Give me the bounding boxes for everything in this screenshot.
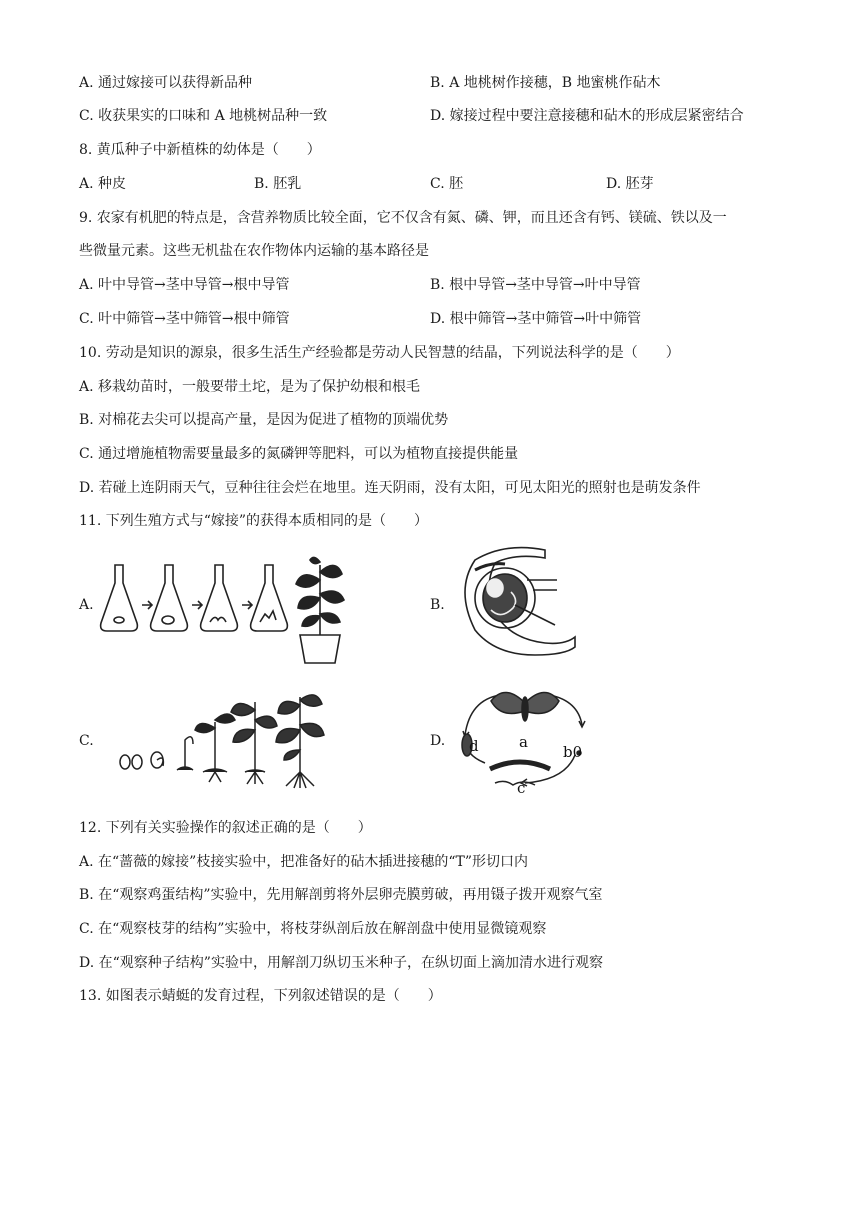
q9-stem-line1: 9. 农家有机肥的特点是，含营养物质比较全面，它不仅含有氮、磷、钾，而且还含有钙、镁硫、铁以及一 — [79, 210, 727, 226]
q10-option-a: A. 移栽幼苗时，一般要带土坨，是为了保护幼根和根毛 — [79, 379, 421, 395]
silkworm-metamorphosis-figure — [455, 683, 590, 797]
q9-option-c: C. 叶中筛管→茎中筛管→根中筛管 — [79, 311, 290, 327]
q12-option-d: D. 在“观察种子结构”实验中，用解剖刀纵切玉米种子，在纵切面上滴加清水进行观察 — [79, 955, 603, 971]
stage-label-a: a — [519, 733, 528, 751]
q8-option-c: C. 胚 — [430, 176, 464, 192]
q11-option-a-label: A. — [79, 597, 94, 613]
q7-option-c: C. 收获果实的口味和 A 地桃树品种一致 — [79, 108, 328, 124]
q12-option-c: C. 在“观察枝芽的结构”实验中，将枝芽纵剖后放在解剖盘中使用显微镜观察 — [79, 921, 547, 937]
q8-option-a: A. 种皮 — [79, 176, 127, 192]
seed-germination-figure — [115, 690, 345, 790]
q8-stem: 8. 黄瓜种子中新植株的幼体是（ ） — [79, 142, 321, 158]
q10-option-d: D. 若碰上连阴雨天气，豆种往往会烂在地里。连天阴雨，没有太阳，可见太阳光的照射也是萌发条件 — [79, 480, 701, 496]
q9-option-d: D. 根中筛管→茎中筛管→叶中筛管 — [430, 311, 642, 327]
q10-option-c: C. 通过增施植物需要量最多的氮磷钾等肥料，可以为植物直接提供能量 — [79, 446, 519, 462]
q9-stem-line2: 些微量元素。这些无机盐在农作物体内运输的基本路径是 — [79, 243, 429, 259]
q9-option-b: B. 根中导管→茎中导管→叶中导管 — [430, 277, 641, 293]
q7-option-a: A. 通过嫁接可以获得新品种 — [79, 75, 253, 91]
q12-option-a: A. 在“蔷薇的嫁接”枝接实验中，把准备好的砧木插进接穗的“T”形切口内 — [79, 854, 528, 870]
q7-option-d: D. 嫁接过程中要注意接穗和砧木的形成层紧密结合 — [430, 108, 744, 124]
embryo-in-uterus-figure — [455, 550, 580, 665]
q11-option-d-label: D. — [430, 733, 446, 749]
stage-label-d: d — [469, 737, 479, 755]
tissue-culture-figure — [100, 550, 360, 665]
q11-stem: 11. 下列生殖方式与“嫁接”的获得本质相同的是（ ） — [79, 513, 429, 529]
q10-option-b: B. 对棉花去尖可以提高产量，是因为促进了植物的顶端优势 — [79, 412, 449, 428]
q13-stem: 13. 如图表示蜻蜓的发育过程，下列叙述错误的是（ ） — [79, 988, 442, 1004]
stage-label-c: c — [517, 779, 526, 797]
q7-option-b: B. A 地桃树作接穗，B 地蜜桃作砧木 — [430, 75, 661, 91]
q10-stem: 10. 劳动是知识的源泉，很多生活生产经验都是劳动人民智慧的结晶，下列说法科学的是（ ） — [79, 345, 680, 361]
q8-option-d: D. 胚芽 — [606, 176, 654, 192]
q9-option-a: A. 叶中导管→茎中导管→根中导管 — [79, 277, 290, 293]
q11-option-c-label: C. — [79, 733, 94, 749]
q12-option-b: B. 在“观察鸡蛋结构”实验中，先用解剖剪将外层卵壳膜剪破，再用镊子拨开观察气室 — [79, 887, 603, 903]
q8-option-b: B. 胚乳 — [254, 176, 302, 192]
stage-label-b: b0 — [563, 743, 583, 761]
q11-option-b-label: B. — [430, 597, 445, 613]
q12-stem: 12. 下列有关实验操作的叙述正确的是（ ） — [79, 820, 372, 836]
